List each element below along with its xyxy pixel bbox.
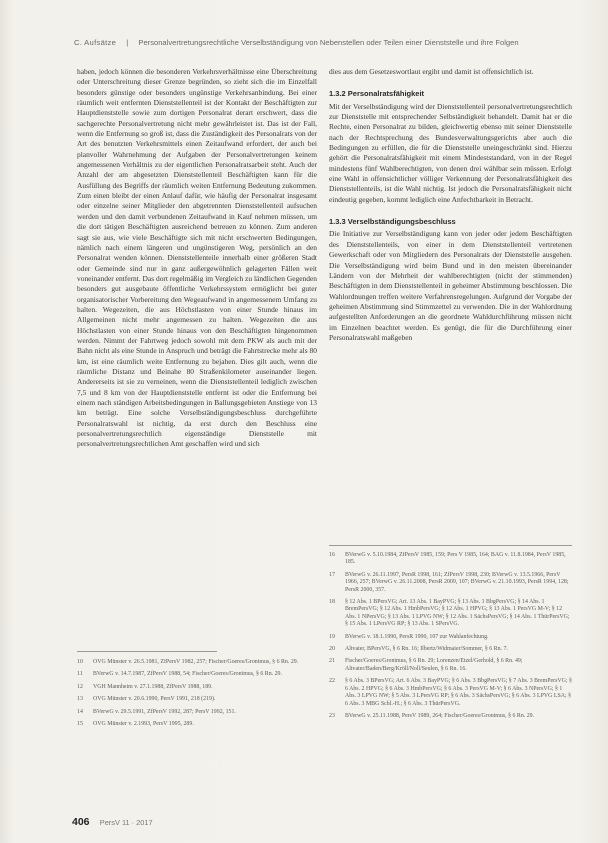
footnote-text: Fischer/Goeres/Gronimus, § 6 Rn. 29; Lorenzen/Etzel/Gerhold, § 6 Rn. 49; Altvater/Baden/Berg/Kröll/Noll/Seulen, § 6 Rn. 16. bbox=[345, 658, 523, 672]
footnote-text: BVerwG v. 29.5.1991, ZfPersV 1992, 287; PersV 1992, 151. bbox=[93, 708, 236, 715]
section-text: Die Initiative zur Verselbständigung kann von jeder oder jedem Beschäftigten des Dienststellenteils, von einer in dem Dienststellenteil vertretenen Gewerkschaft oder von Mitgliedern des Personalrats der Dienststelle ausgehen. Die Verselbständigung wird beim Bund und in den meisten übereinander Ländern von der Mehrheit der wahlberechtigten (nicht der stimmenden) Beschäftigten in dem Dienststellenteil in geheimer Abstimmung beschlossen. Die Wahlordnungen treffen weitere Verfahrensregelungen. Aufgrund der Vorgabe der geheimen Abstimmung sind Stimmzettel zu verwenden. Die in der Wahlordnung aufgestellten Anforderungen an die geordnete Wahldurchführung müssen nicht im Einzelnen beachtet werden. Es genügt, die für die Durchführung einer Personalratswahl maßgeben bbox=[329, 229, 572, 342]
footnote-text: OVG Münster v. 26.5.1981, ZfPersV 1982, 257; Fischer/Goeres/Gronimus, § 6 Rn. 29. bbox=[93, 659, 299, 665]
footnote-number: 20 bbox=[329, 646, 335, 653]
footnote-divider bbox=[329, 545, 572, 546]
footnote-number: 23 bbox=[329, 712, 335, 719]
footnote bbox=[77, 684, 317, 691]
running-head-section: C. Aufsätze bbox=[74, 38, 117, 47]
footnote bbox=[77, 721, 317, 728]
footnote-number: 19 bbox=[329, 633, 335, 640]
running-head-title: Personalvertretungsrechtliche Verselbständigung von Nebenstellen oder Teilen einer Dienststelle und ihre Folgen bbox=[138, 38, 519, 47]
footnote bbox=[329, 658, 572, 673]
footnote-text: BVerwG v. 26.11.1997, PersR 1998, 161; ZfPersV 1998, 230; BVerwG v. 13.5.1966, PersV 1966, 257; BVerwG v. 26.11.2008, PersR 2009, 107; BVerwG v. 21.10.1993, PersR 1994, 128; PersR 2000, 357. bbox=[345, 571, 569, 593]
footnote bbox=[77, 696, 317, 703]
footnote bbox=[329, 713, 572, 720]
footnote-divider bbox=[77, 651, 217, 652]
footnote-number: 11 bbox=[77, 671, 83, 678]
footnote bbox=[329, 552, 572, 567]
footnote bbox=[329, 678, 572, 708]
footnote-text: OVG Münster v. 2.1993, PersV 1995, 289. bbox=[93, 721, 194, 728]
section-heading: 1.3.3 Verselbständigungsbeschluss bbox=[329, 217, 456, 227]
footnote-number: 16 bbox=[329, 552, 335, 558]
running-head bbox=[74, 38, 574, 47]
footnote-text: BVerwG v. 14.7.1987, ZfPersV 1988, 54; Fischer/Goeres/Gronimus, § 6 Rn. 29. bbox=[93, 671, 282, 678]
footnote bbox=[77, 709, 317, 716]
footnote bbox=[329, 634, 572, 641]
footnotes-right bbox=[329, 552, 572, 787]
journal-issue: PersV 11 · 2017 bbox=[99, 818, 153, 827]
left-column bbox=[77, 67, 317, 649]
footnote-number: 18 bbox=[329, 599, 335, 606]
footnote-number: 14 bbox=[77, 708, 83, 715]
footnote-number: 21 bbox=[329, 658, 335, 665]
footnote bbox=[329, 572, 572, 594]
footnote-text: BVerwG v. 5.10.1984, ZfPersV 1985, 159; Pers V 1985, 164; BAG v. 11.8.1984, PersV 1985, 185. bbox=[345, 552, 566, 566]
footnote bbox=[77, 671, 317, 678]
right-column bbox=[329, 67, 572, 533]
footnote-number: 22 bbox=[329, 678, 335, 685]
section-heading: 1.3.2 Personalratsfähigkeit bbox=[329, 89, 425, 99]
section-text: Mit der Verselbständigung wird der Dienststellenteil personalvertretungsrechtlich zur Dienststelle mit entsprechender Selbständigkeit behandelt. Damit hat er die Rechte, einen Personalrat zu bilden, gleichwertig ebenso mit seiner Dienststelle nach der Rechtsprechung des Bundesverwaltungsgerichts aber auch die Bedingungen zu erfüllen, die für die Dienststelle uneingeschränkt sind. Hierzu gehört die Personalratsfähigkeit mit einem Mindeststandard, von in der Regel mindestens fünf Wahlberechtigten, von denen drei wählbar sein müssen. Erfolgt eine Wahl in offensichtlicher völliger Verkennung der Personalratsfähigkeit des Dienststellenteils, ist die Wahl nichtig. Ist jedoch die Personalratsfähigkeit nicht eindeutig gegeben, kommt lediglich eine Anfechtbarkeit in Betracht. bbox=[329, 101, 572, 204]
footnote-number: 13 bbox=[77, 696, 83, 703]
page-footer bbox=[72, 816, 153, 828]
footnote bbox=[329, 646, 572, 653]
footnote-number: 10 bbox=[77, 659, 83, 665]
page-number: 406 bbox=[72, 816, 90, 828]
footnote bbox=[77, 659, 317, 666]
footnote-text: Altvater, BPersVG, § 6 Rn. 16; Ilbertz/Widmaier/Sommer, § 6 Rn. 7. bbox=[345, 646, 508, 653]
running-head-separator: | bbox=[126, 38, 129, 47]
body-paragraph: haben, jedoch können die besonderen Verkehrsverhältnisse eine Überschreitung oder Unterschreitung dieser Grenze begründen, so zieht sich die im Einzelfall besonders günstige oder besonders ungünstige Verkehrsanbindung. Bei einer räumlich weit entfernten Dienststellenteil ist der Kontakt der Beschäftigten zur Hauptdienststelle sowie zum dortigen Personalrat derart erschwert, dass die sachgerechte Personalvertretung nicht mehr gewährleistet ist. Das ist der Fall, wenn die Entfernung so groß ist, dass die Zuständigkeit des Personalrats von der Art des benutzten Verkehrsmittels einen Zeitaufwand erfordert, der auch bei planvoller Wahrnehmung der Aufgaben der Personalvertretungen keinem angemessenen Verhältnis zu der eigentlichen Personalratsarbeit steht. Auch der Anzahl der am abgesetzten Dienststellenteil Beschäftigten kann für die Ausfüllung des Begriffs der räumlich weiten Entfernung Bedeutung zukommen. Zum einen bleibt der einen Anlauf dafür, wie häufig der Personalrat insgesamt oder einzelne seiner Mitglieder den abgetrennten Dienststellenteil aufsuchen werden und den damit verbundenen Zeitaufwand in Kauf nehmen müssen, um die dort tätigen Beschäftigten ausreichend betreuen zu können. Zum anderen sagt sie aus, wie viele Beschäftigte sich mit nicht erschwerten Bedingungen, nämlich nach einem längeren und ungünstigeren Weg, persönlich an den Personalrat wenden können. Dienststellenteile innerhalb einer größeren Stadt oder Gemeinde sind nur in ganz außergewöhnlich gelagerten Fällen weit voneinander entfernt. Das dort regelmäßig im Vergleich zu ländlichen Gegenden besonders gut ausgebaute öffentliche Verkehrssystem ermöglicht bei guter organisatorischer Vorbereitung den Wegeaufwand in angemessenem Umfang zu halten. Wegezeiten, die aus Höchstlasten von einer Stunde hinaus im Allgemeinen nicht mehr angemessen zu halten. Wegezeiten die aus Höchstlasten von einer Stunde hinaus von den Beschäftigten hingenommen werden. Nimmt der Fahrtweg jedoch sowohl mit dem PKW als auch mit der Bahn nicht als eine Stunde in Anspruch und beträgt die Fahrtstrecke mehr als 80 km, ist eine räumlich weite Entfernung zu bejahen. Dies gilt auch, wenn die räumliche Distanz und Beinahe 80 Straßenkilometer auseinander liegen. Andererseits ist sie zu verneinen, wenn die Dienststellenteil lediglich zwischen 7,5 und 8 km von der Hauptdienststelle entfernt ist oder die Entfernung bei einem nach ständigen Arbeitsbedingungen in Ballungsgebieten Anstiege von 13 km beträgt. Eine solche Verselbständigungsbeschluss durchgeführte Personalratswahl ist nichtig, da erst durch den Beschluss eine personalvertretungsrechtlich eigenständige Dienststelle mit personalvertretungsrechtlichen Amt geschaffen wird und sich bbox=[77, 67, 317, 449]
footnotes-left bbox=[77, 659, 317, 779]
footnote-text: BVerwG v. 25.11.1988, PersV 1989, 264; Fischer/Goeres/Gronimus, § 6 Rn. 29. bbox=[345, 712, 535, 719]
footnote bbox=[329, 599, 572, 629]
footnote-text: § 6 Abs. 3 BPersVG; Art. 6 Abs. 3 BayPVG; § 6 Abs. 3 BbgPersVG; § 7 Abs. 3 BremPersVG; § 6 Abs. 2 HPVG; § 6 Abs. 3 HmbPersVG; § 6 Abs. 3 PersVG M-V; § 6 Abs. 3 NPersVG; § 1 Abs. 3 LPVG NW; § 5 Abs. 3 LPersVG RP; § 6 Abs. 3 SächsPersVG; § 6 Abs. 3 LPVG LSA; § 6 Abs. 3 MBG Schl.-H.; § 6 Abs. 3 ThürPersVG. bbox=[345, 678, 572, 707]
footnote-text: VGH Mannheim v. 27.1.1988, ZfPersV 1988, 189. bbox=[93, 683, 213, 690]
footnote-text: OVG Münster v. 20.6.1990, PersV 1991, 218 (219). bbox=[93, 696, 216, 703]
body-paragraph-intro: dies aus dem Gesetzeswortlaut ergibt und damit ist offensichtlich ist. bbox=[329, 67, 534, 76]
footnote-text: § 12 Abs. 1 BPersVG; Art. 13 Abs. 1 BayPVG; § 13 Abs. 1 BbgPersVG; § 14 Abs. 1 BremPersVG; § 12 Abs. 1 HmbPersVG; § 12 Abs. 1 HPVG; § 13 Abs. 1 PersVG M-V; § 12 Abs. 1 NPersVG; § 13 Abs. 1 LPVG NW; § 12 Abs. 1 SächsPersVG; § 14 Abs. 1 ThürPersVG; § 15 Abs. 1 LPersVG RP; § 13 Abs. 1 SPersVG. bbox=[345, 599, 570, 628]
footnote-number: 15 bbox=[77, 721, 83, 728]
footnote-number: 12 bbox=[77, 683, 83, 690]
footnote-number: 17 bbox=[329, 571, 335, 578]
footnote-text: BVerwG v. 18.1.1990, PersR 1990, 107 zur Wahlanfechtung. bbox=[345, 633, 489, 640]
